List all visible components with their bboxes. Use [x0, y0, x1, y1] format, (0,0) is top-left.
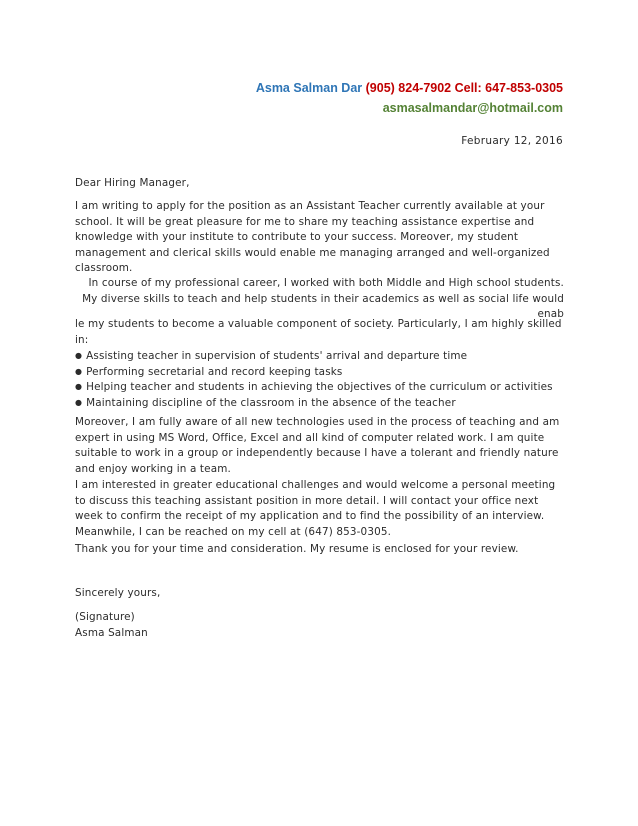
- sender-email: asmasalmandar@hotmail.com: [382, 101, 563, 115]
- paragraph-intro: [75, 199, 564, 277]
- paragraph-interest: [75, 478, 564, 540]
- paragraph-intro-text: I am writing to apply for the position as an Assistant Teacher currently available at your school. It will be great pleasure for me to share my teaching assistance expertise and knowledge with your institute to contribute to your success. Moreover, my student management and clerical skills would enable me managing arranged and well-organized classroom.: [75, 200, 550, 275]
- paragraph-experience-line-3: enab: [537, 308, 564, 321]
- paragraph-experience-line-1: In course of my professional career, I worked with both Middle and High school students.: [88, 277, 564, 289]
- paragraph-technology-text: Moreover, I am fully aware of all new technologies used in the process of teaching and am expert in using MS Word, Office, Excel and all kind of computer related work. I am quite suitable to work in a group or independently because I have a tolerant and friendly nature and enjoy working in a team.: [75, 416, 560, 475]
- paragraph-experience-continuation: [75, 317, 564, 348]
- paragraph-experience: [75, 276, 564, 323]
- paragraph-interest-text: I am interested in greater educational challenges and would welcome a personal meeting to discuss this teaching assistant position in more detail. I will contact your office next week to confirm the receipt of my application and to find the possibility of an interview. Meanwhile, I can be reached on my cell at (647) 853-0305.: [75, 479, 556, 538]
- signature-label: (Signature): [75, 611, 135, 623]
- paragraph-technology: [75, 415, 564, 477]
- letter-date: February 12, 2016: [461, 135, 563, 147]
- sender-name: Asma Salman Dar: [255, 81, 363, 95]
- signer-name: Asma Salman: [75, 626, 148, 639]
- list-item: ● Maintaining discipline of the classroom in the absence of the teacher: [75, 396, 564, 412]
- salutation: Dear Hiring Manager,: [75, 177, 190, 189]
- list-item: ● Assisting teacher in supervision of students' arrival and departure time: [75, 349, 564, 365]
- skills-list: [75, 349, 564, 411]
- paragraph-thanks: [75, 542, 564, 558]
- paragraph-thanks-text: Thank you for your time and consideration. My resume is enclosed for your review.: [75, 543, 519, 555]
- letter-header: [256, 78, 563, 118]
- signature-block: [75, 610, 564, 641]
- list-item: ● Helping teacher and students in achieving the objectives of the curriculum or activities: [75, 380, 564, 396]
- list-item: ● Performing secretarial and record keeping tasks: [75, 365, 564, 381]
- paragraph-experience-line-2: My diverse skills to teach and help students in their academics as well as social life would: [82, 292, 564, 305]
- sender-phones: (905) 824-7902 Cell: 647-853-0305: [365, 81, 563, 95]
- contact-line: [256, 78, 563, 98]
- closing: Sincerely yours,: [75, 587, 161, 599]
- paragraph-experience-continuation-text: le my students to become a valuable component of society. Particularly, I am highly skilled in:: [75, 318, 562, 346]
